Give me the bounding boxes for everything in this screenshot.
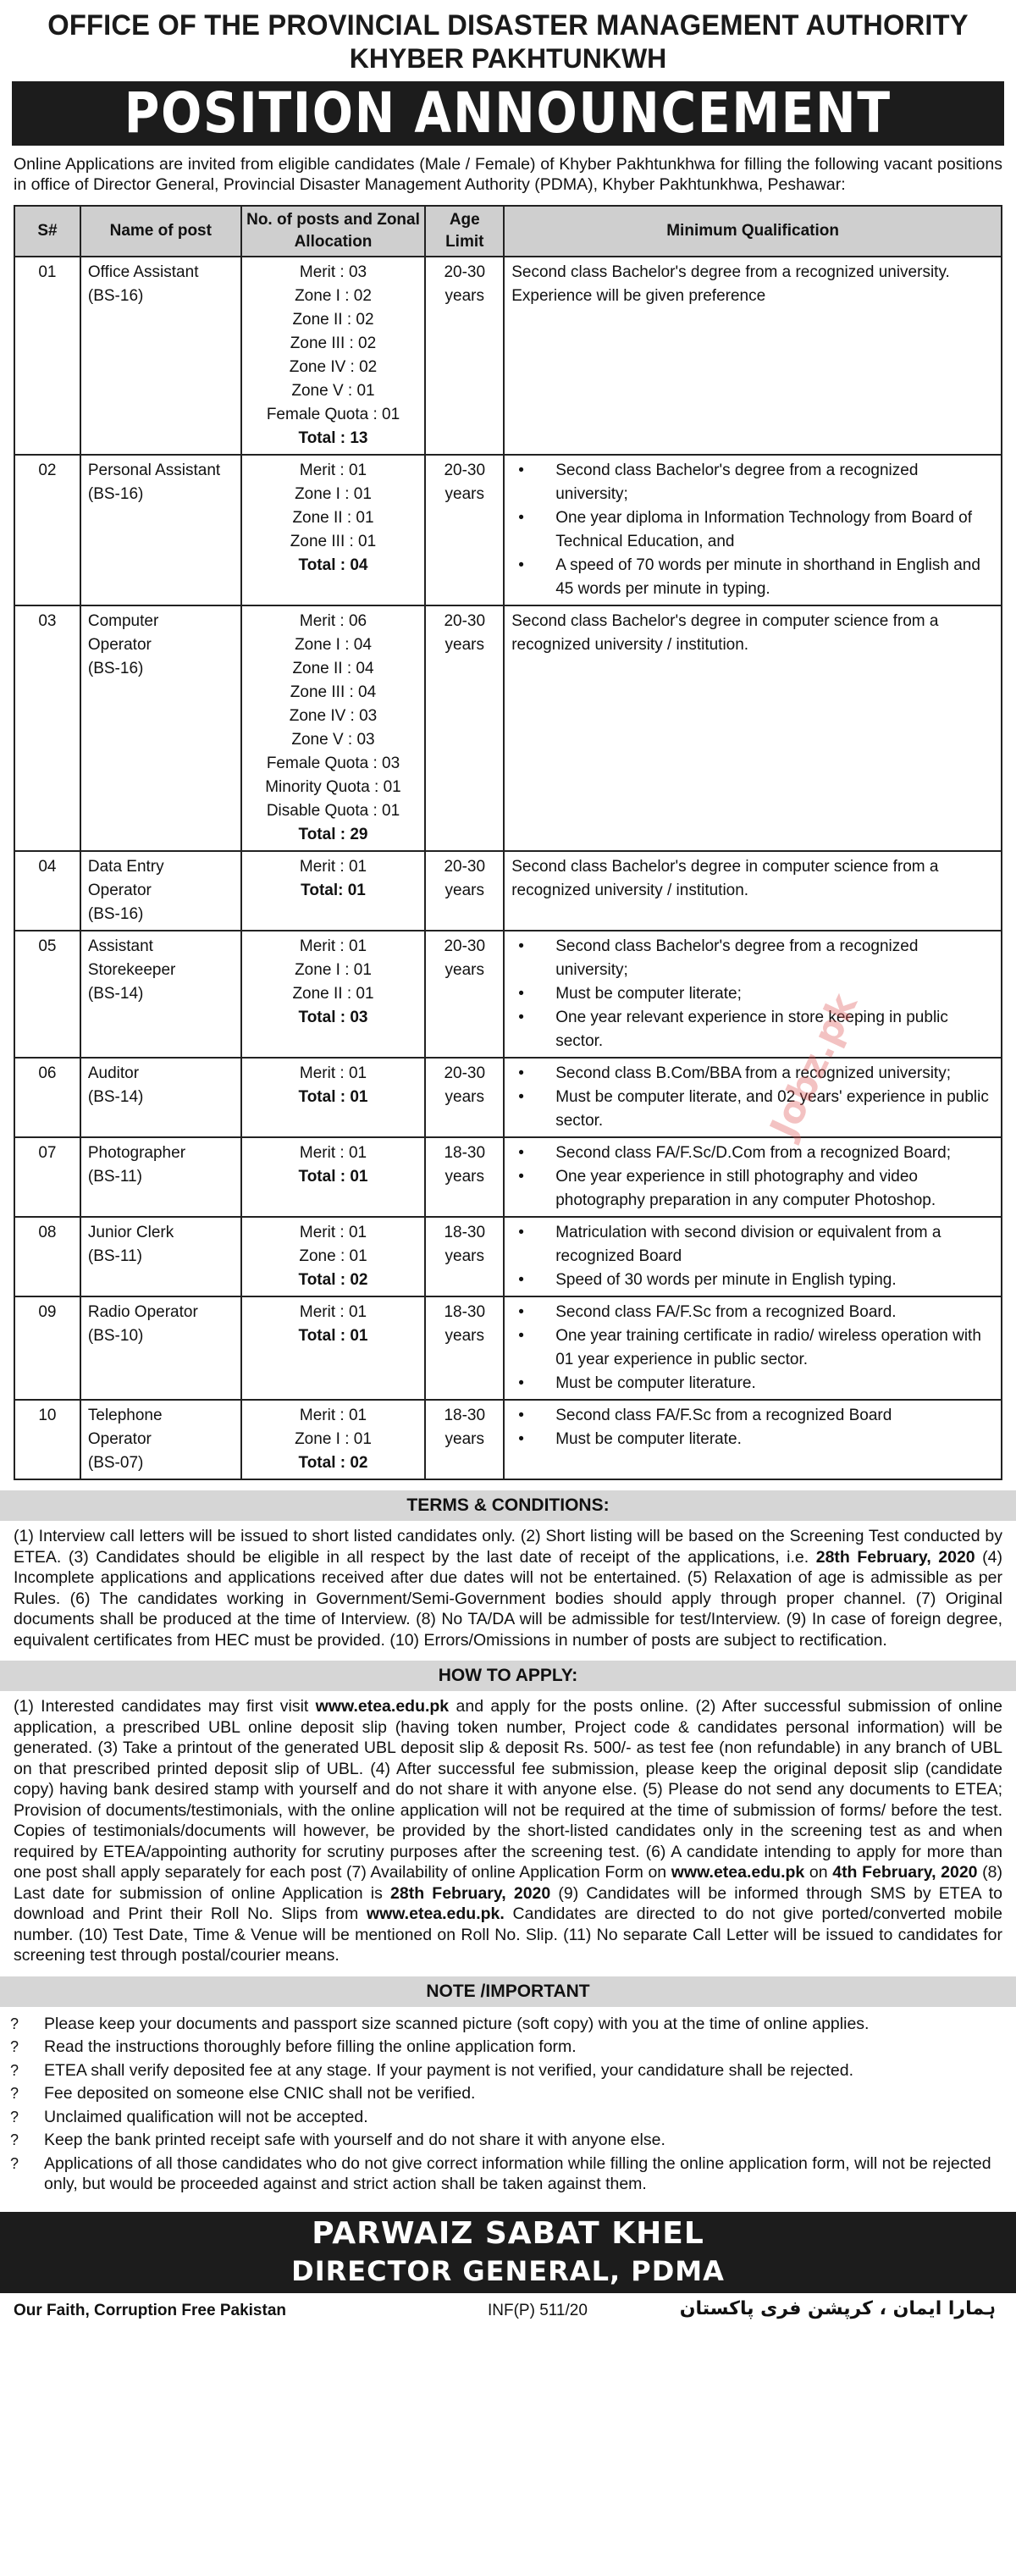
qualification-list: [511, 1062, 994, 1133]
apply-title: HOW TO APPLY:: [0, 1661, 1016, 1691]
note-item: [10, 2107, 1002, 2128]
table-row: [14, 1296, 1002, 1400]
post-serial: 09: [14, 1296, 80, 1400]
qualification-item: • Must be computer literate, and 02 years' experience in public sector.: [511, 1086, 994, 1133]
post-name: [80, 605, 241, 851]
age-line: years: [444, 1430, 484, 1448]
allocation-line: Merit : 01: [299, 1064, 367, 1082]
header-qualification: Minimum Qualification: [504, 206, 1002, 257]
positions-table: [14, 205, 1002, 1480]
note-bullet-icon: ?: [10, 2061, 19, 2079]
post-age-limit: [425, 851, 504, 931]
allocation-total: Total : 13: [298, 429, 368, 447]
allocation-line: Zone IV : 03: [289, 707, 378, 725]
notes-title: NOTE /IMPORTANT: [0, 1976, 1016, 2007]
table-row: [14, 1137, 1002, 1217]
post-age-limit: [425, 1217, 504, 1296]
note-text: Unclaimed qualification will not be accepted.: [44, 2107, 368, 2126]
signatory-title: DIRECTOR GENERAL, PDMA: [291, 2254, 725, 2287]
qualification-text: Second class Bachelor's degree in computer science from a recognized university / institution.: [511, 612, 939, 654]
post-name: [80, 851, 241, 931]
post-name-line: Operator: [87, 636, 152, 654]
qualification-item: • Matriculation with second division or equivalent from a recognized Board: [511, 1221, 994, 1269]
age-line: 20-30: [444, 263, 486, 281]
note-item: [10, 2014, 1002, 2035]
allocation-line: Merit : 06: [299, 612, 367, 630]
intro-paragraph: Online Applications are invited from eligible candidates (Male / Female) of Khyber Pakhtunkhwa for filling the following vacant positions in office of Director General, Provincial Disaster Management Authority (PDMA), Khyber Pakhtunkhwa, Peshawar:: [14, 155, 1002, 194]
allocation-total: Total: 01: [301, 882, 366, 899]
apply-part2: and apply for the posts online. (2) After successful submission of online application, a prescribed UBL online deposit slip (having token number, Project code & candidates personal information) will be generated. (3) Take a printout of the generated UBL deposit slip & deposit Rs. 500/- as test fee (non refundable) in any branch of UBL on that prescribed printed deposit slip of UBL. (4) After successful fee submission, please keep the original deposit slip (candidate copy) having bank desired stamp with yourself and do not share it with anyone else. (5) Please do not send any documents to ETEA; Provision of documents/testimonials, with the online application will not be required at the time of submission of forms/ before the test. Copies of testimonials/documents will however, be provided by the short-listed candidates only in the screening test as and when required by ETEA/appointing authority for scrutiny purposes after the screening test. (6) A candidate intending to apply for more than one post shall apply separately for each post (7) Availability of online Application Form on: [14, 1697, 1002, 1882]
post-name-line: (BS-16): [87, 485, 144, 503]
qualification-item: • One year diploma in Information Technology from Board of Technical Education, and: [511, 506, 994, 554]
post-qualification: [504, 257, 1002, 455]
post-name-line: Computer: [87, 612, 159, 630]
age-line: years: [444, 1327, 484, 1345]
announcement-banner: [12, 81, 1004, 146]
post-name-line: (BS-10): [87, 1327, 144, 1345]
footer-code: INF(P) 511/20: [488, 2301, 588, 2319]
table-row: [14, 1217, 1002, 1296]
post-allocation: [241, 1137, 426, 1217]
post-name-line: Operator: [87, 882, 152, 899]
qualification-item: • Second class Bachelor's degree from a recognized university;: [511, 935, 994, 982]
post-name-line: (BS-11): [87, 1247, 142, 1265]
note-bullet-icon: ?: [10, 2015, 19, 2032]
post-qualification: [504, 1137, 1002, 1217]
age-line: years: [444, 882, 484, 899]
post-serial: 06: [14, 1058, 80, 1137]
post-allocation: [241, 1217, 426, 1296]
terms-text: [14, 1526, 1002, 1650]
post-qualification: [504, 931, 1002, 1058]
allocation-line: Zone I : 01: [295, 961, 372, 979]
allocation-line: Merit : 01: [299, 1303, 367, 1321]
post-allocation: [241, 257, 426, 455]
post-allocation: [241, 455, 426, 605]
note-item: [10, 2130, 1002, 2151]
table-row: [14, 605, 1002, 851]
post-name: [80, 257, 241, 455]
qualification-text: Second class Bachelor's degree in computer science from a recognized university / institution.: [511, 858, 939, 899]
header-post-name: Name of post: [80, 206, 241, 257]
allocation-line: Zone I : 01: [295, 1430, 372, 1448]
post-serial: 02: [14, 455, 80, 605]
allocation-line: Zone I : 02: [295, 287, 372, 305]
table-body: [14, 257, 1002, 1479]
post-name: [80, 1137, 241, 1217]
allocation-line: Merit : 01: [299, 1224, 367, 1241]
post-allocation: [241, 851, 426, 931]
note-text: Fee deposited on someone else CNIC shall not be verified.: [44, 2084, 476, 2103]
allocation-line: Zone II : 01: [292, 985, 374, 1003]
post-qualification: [504, 1058, 1002, 1137]
apply-part5: (9) Candidates will be informed through SMS by ETEA to download and Print their Roll No. Slips from: [14, 1883, 1003, 1923]
post-serial: 10: [14, 1400, 80, 1479]
note-item: [10, 2060, 1002, 2081]
allocation-line: Zone III : 04: [290, 683, 377, 701]
table-row: [14, 851, 1002, 931]
terms-part1: (1) Interview call letters will be issued to short listed candidates only. (2) Short listing will be based on the Screening Test conducted by ETEA. (3) Candidates should be eligible in all respect by the last date of receipt of the applications, i.e.: [14, 1527, 1002, 1567]
age-line: 20-30: [444, 858, 486, 876]
note-text: Read the instructions thoroughly before filling the online application form.: [44, 2037, 577, 2056]
post-age-limit: [425, 605, 504, 851]
office-title: OFFICE OF THE PROVINCIAL DISASTER MANAGEMENT AUTHORITY: [47, 9, 969, 41]
allocation-line: Merit : 01: [299, 1407, 367, 1424]
allocation-line: Female Quota : 03: [266, 755, 400, 772]
allocation-line: Merit : 01: [299, 1144, 367, 1162]
age-line: years: [444, 1168, 484, 1186]
notes-list: [10, 2014, 1002, 2195]
terms-part2: (4) Incomplete applications and applications received after due dates will not be entertained. (5) Relaxation of age is admissible as per Rules. (6) The candidates working in Government/Semi-Government bodies should apply through proper channel. (7) Original documents shall be produced at the time of Interview. (8) No TA/DA will be admissible for test/Interview. (9) In case of foreign degree, equivalent certificates from HEC must be provided. (10) Errors/Omissions in number of posts are subject to rectification.: [14, 1547, 1003, 1650]
allocation-line: Zone II : 01: [292, 509, 374, 527]
table-row: [14, 931, 1002, 1058]
qualification-item: • Second class B.Com/BBA from a recognized university;: [511, 1062, 994, 1086]
province-title: KHYBER PAKHTUNKWH: [349, 43, 667, 74]
post-name-line: Photographer: [87, 1144, 186, 1162]
allocation-total: Total : 01: [298, 1168, 368, 1186]
allocation-total: Total : 01: [298, 1088, 368, 1106]
footer-motto: Our Faith, Corruption Free Pakistan: [14, 2301, 286, 2319]
post-name: [80, 455, 241, 605]
post-allocation: [241, 1058, 426, 1137]
age-line: years: [444, 287, 484, 305]
allocation-total: Total : 01: [298, 1327, 368, 1345]
post-qualification: [504, 455, 1002, 605]
note-bullet-icon: ?: [10, 2038, 19, 2055]
allocation-line: Minority Quota : 01: [265, 778, 401, 796]
age-line: 20-30: [444, 937, 486, 955]
signatory-name: PARWAIZ SABAT KHEL: [312, 2215, 704, 2251]
post-qualification: [504, 1296, 1002, 1400]
header: [0, 0, 1016, 75]
post-allocation: [241, 605, 426, 851]
post-name-line: Junior Clerk: [87, 1224, 174, 1241]
qualification-item: • Second class FA/F.Sc/D.Com from a recognized Board;: [511, 1142, 994, 1165]
age-line: 18-30: [444, 1144, 486, 1162]
allocation-line: Zone III : 01: [290, 533, 377, 550]
qualification-list: [511, 1404, 994, 1451]
allocation-line: Merit : 01: [299, 858, 367, 876]
qualification-item: • Second class FA/F.Sc from a recognized Board.: [511, 1301, 994, 1324]
table-header-row: [14, 206, 1002, 257]
post-qualification: [504, 1217, 1002, 1296]
etea-link-2[interactable]: www.etea.edu.pk: [671, 1863, 805, 1882]
qualification-list: [511, 935, 994, 1053]
allocation-total: Total : 03: [298, 1009, 368, 1026]
post-serial: 07: [14, 1137, 80, 1217]
post-serial: 08: [14, 1217, 80, 1296]
age-line: 18-30: [444, 1224, 486, 1241]
qualification-list: [511, 459, 994, 601]
qualification-list: [511, 1221, 994, 1292]
post-allocation: [241, 1296, 426, 1400]
qualification-item: • One year experience in still photography and video photography preparation in any computer Photoshop.: [511, 1165, 994, 1213]
post-serial: 05: [14, 931, 80, 1058]
allocation-line: Female Quota : 01: [266, 406, 400, 423]
post-name: [80, 931, 241, 1058]
age-line: 18-30: [444, 1303, 486, 1321]
allocation-line: Zone I : 01: [295, 485, 372, 503]
allocation-line: Zone II : 02: [292, 311, 374, 329]
post-allocation: [241, 1400, 426, 1479]
header-sn: S#: [14, 206, 80, 257]
allocation-line: Disable Quota : 01: [266, 802, 400, 820]
qualification-item: • One year training certificate in radio/ wireless operation with 01 year experience in public sector.: [511, 1324, 994, 1372]
qualification-item: • Speed of 30 words per minute in English typing.: [511, 1269, 994, 1292]
age-line: 20-30: [444, 462, 486, 479]
qualification-item: • Second class Bachelor's degree from a recognized university;: [511, 459, 994, 506]
footer: [0, 2293, 1016, 2329]
post-qualification: [504, 605, 1002, 851]
age-line: 20-30: [444, 612, 486, 630]
post-age-limit: [425, 931, 504, 1058]
allocation-line: Zone III : 02: [290, 334, 377, 352]
allocation-total: Total : 02: [298, 1271, 368, 1289]
note-item: [10, 2153, 1002, 2195]
note-bullet-icon: ?: [10, 2108, 19, 2125]
allocation-line: Zone II : 04: [292, 660, 374, 677]
post-age-limit: [425, 1058, 504, 1137]
age-line: 18-30: [444, 1407, 486, 1424]
post-name-line: Data Entry: [87, 858, 164, 876]
post-name-line: Auditor: [87, 1064, 140, 1082]
allocation-line: Zone IV : 02: [289, 358, 378, 376]
post-name-line: (BS-14): [87, 1088, 144, 1106]
footer-urdu-motto: ہمارا ایمان ، کرپشن فری پاکستان: [679, 2297, 996, 2319]
post-allocation: [241, 931, 426, 1058]
post-name: [80, 1217, 241, 1296]
post-name-line: (BS-11): [87, 1168, 142, 1186]
post-age-limit: [425, 257, 504, 455]
signature-block: [0, 2212, 1016, 2293]
table-row: [14, 455, 1002, 605]
allocation-total: Total : 04: [298, 556, 368, 574]
apply-part4: (8) Last date for submission of online Application is: [14, 1863, 1002, 1903]
post-name-line: Radio Operator: [87, 1303, 198, 1321]
table-row: [14, 257, 1002, 455]
post-name-line: Office Assistant: [87, 263, 199, 281]
watermark: Jobz.pk: [762, 987, 866, 1145]
etea-link-1[interactable]: www.etea.edu.pk: [315, 1697, 450, 1716]
qualification-text: Second class Bachelor's degree from a recognized university. Experience will be given preference: [511, 263, 950, 305]
post-qualification: [504, 851, 1002, 931]
post-name-line: (BS-16): [87, 660, 144, 677]
post-name-line: (BS-07): [87, 1454, 144, 1472]
header-allocation: No. of posts and Zonal Allocation: [241, 206, 426, 257]
post-name-line: (BS-16): [87, 287, 144, 305]
post-name: [80, 1058, 241, 1137]
post-name-line: Telephone: [87, 1407, 163, 1424]
qualification-item: • A speed of 70 words per minute in shorthand in English and 45 words per minute in typing.: [511, 554, 994, 601]
allocation-line: Zone I : 04: [295, 636, 372, 654]
terms-title: TERMS & CONDITIONS:: [0, 1490, 1016, 1521]
qualification-item: • Must be computer literate.: [511, 1428, 994, 1451]
apply-part3: on: [804, 1863, 833, 1882]
age-line: 20-30: [444, 1064, 486, 1082]
post-name-line: Assistant: [87, 937, 153, 955]
note-bullet-icon: ?: [10, 2131, 19, 2148]
note-text: Keep the bank printed receipt safe with yourself and do not share it with anyone else.: [44, 2131, 665, 2149]
allocation-line: Zone V : 01: [291, 382, 375, 400]
table-row: [14, 1058, 1002, 1137]
allocation-line: Zone : 01: [299, 1247, 367, 1265]
header-age: Age Limit: [425, 206, 504, 257]
allocation-total: Total : 29: [298, 826, 368, 843]
post-age-limit: [425, 1400, 504, 1479]
allocation-line: Merit : 03: [299, 263, 367, 281]
note-bullet-icon: ?: [10, 2085, 19, 2102]
post-age-limit: [425, 455, 504, 605]
note-item: [10, 2083, 1002, 2104]
note-text: Please keep your documents and passport size scanned picture (soft copy) with you at the time of online applies.: [44, 2014, 870, 2033]
post-name-line: Operator: [87, 1430, 152, 1448]
apply-part1: (1) Interested candidates may first visit: [14, 1697, 316, 1716]
etea-link-3[interactable]: www.etea.edu.pk.: [366, 1904, 505, 1923]
age-line: years: [444, 961, 484, 979]
age-line: years: [444, 1247, 484, 1265]
note-text: ETEA shall verify deposited fee at any stage. If your payment is not verified, your candidature shall be rejected.: [44, 2060, 854, 2080]
terms-last-date: 28th February, 2020: [815, 1547, 975, 1567]
post-serial: 04: [14, 851, 80, 931]
allocation-line: Zone V : 03: [291, 731, 375, 749]
allocation-total: Total : 02: [298, 1454, 368, 1472]
post-serial: 01: [14, 257, 80, 455]
qualification-item: • Second class FA/F.Sc from a recognized Board: [511, 1404, 994, 1428]
qualification-item: • Must be computer literate;: [511, 982, 994, 1006]
post-name-line: Personal Assistant: [87, 462, 221, 479]
qualification-list: [511, 1142, 994, 1213]
post-name: [80, 1296, 241, 1400]
post-name-line: (BS-14): [87, 985, 144, 1003]
qualification-item: • One year relevant experience in store keeping in public sector.: [511, 1006, 994, 1053]
qualification-list: [511, 1301, 994, 1396]
age-line: years: [444, 636, 484, 654]
post-serial: 03: [14, 605, 80, 851]
apply-text: [14, 1696, 1002, 1966]
last-submission-date: 28th February, 2020: [390, 1883, 551, 1903]
post-qualification: [504, 1400, 1002, 1479]
qualification-item: • Must be computer literature.: [511, 1372, 994, 1396]
banner-text: POSITION ANNOUNCEMENT: [124, 80, 892, 146]
note-item: [10, 2037, 1002, 2058]
note-text: Applications of all those candidates who do not give correct information while filling the online application form, will not be rejected only, but would be proceeded against and strict action shall be taken against them.: [44, 2153, 991, 2193]
table-row: [14, 1400, 1002, 1479]
age-line: years: [444, 1088, 484, 1106]
availability-date: 4th February, 2020: [832, 1863, 978, 1882]
post-name-line: (BS-16): [87, 905, 144, 923]
post-age-limit: [425, 1137, 504, 1217]
post-name: [80, 1400, 241, 1479]
post-age-limit: [425, 1296, 504, 1400]
allocation-line: Merit : 01: [299, 462, 367, 479]
post-name-line: Storekeeper: [87, 961, 176, 979]
allocation-line: Merit : 01: [299, 937, 367, 955]
note-bullet-icon: ?: [10, 2154, 19, 2172]
apply-part6: Candidates are directed to do not give ported/converted mobile number. (10) Test Date, Time & Venue will be mentioned on Roll No. Slip. (11) No separate Call Letter will be issued to candidates for screening test through postal/courier means.: [14, 1904, 1002, 1965]
age-line: years: [444, 485, 484, 503]
